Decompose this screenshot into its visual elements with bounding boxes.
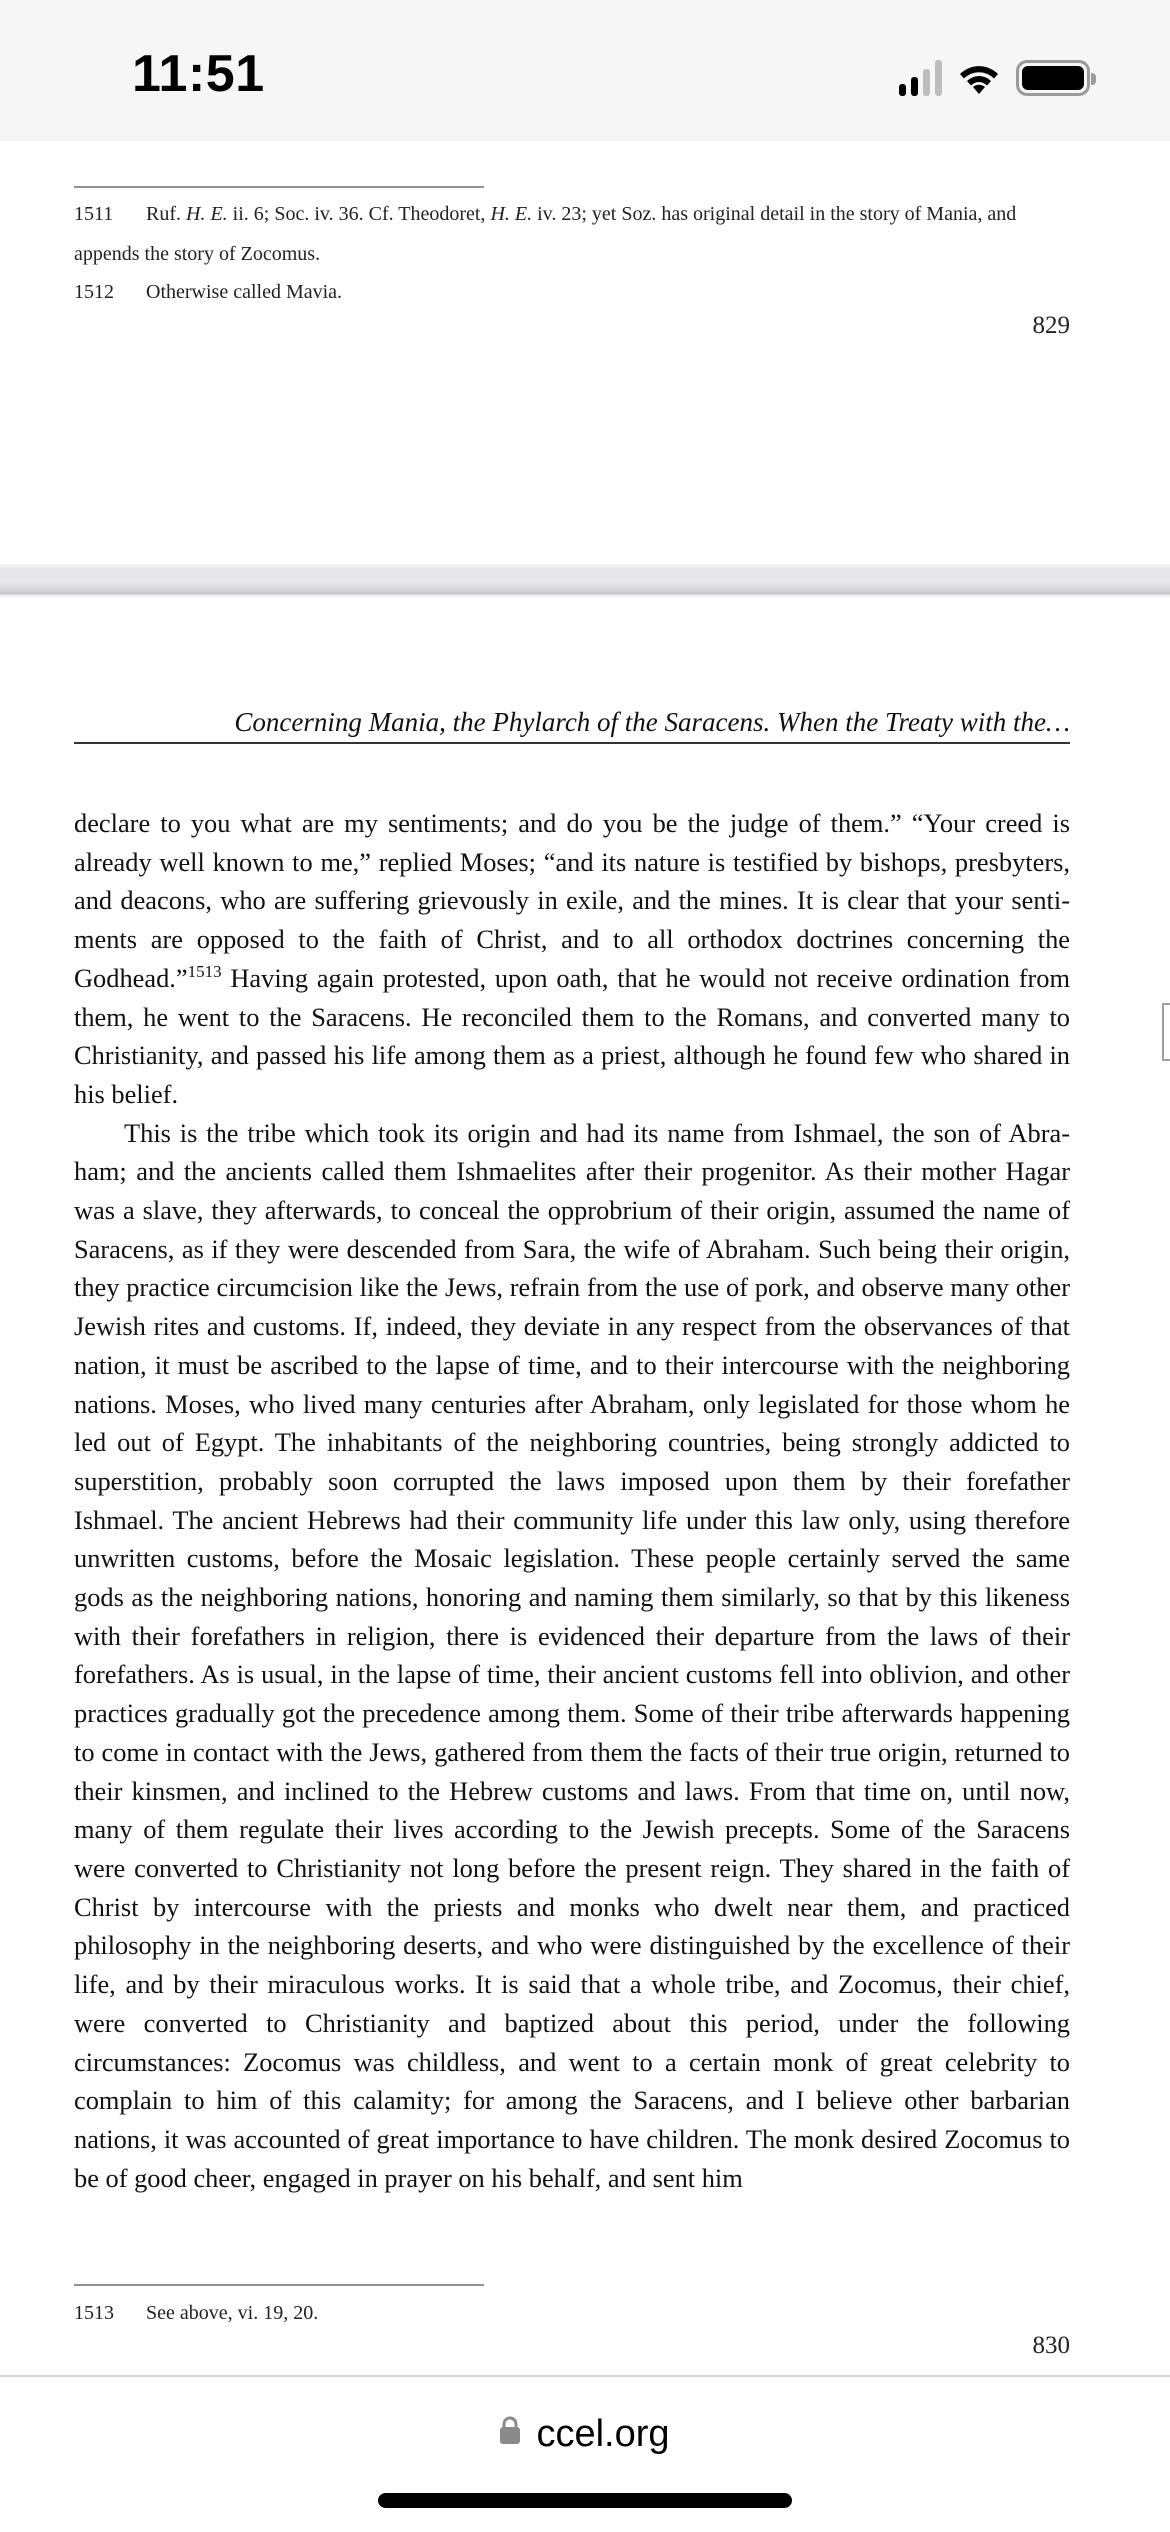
footnote-1512 xyxy=(74,272,1070,312)
edge-tab-handle[interactable] xyxy=(1162,1003,1170,1061)
header-rule xyxy=(74,742,1070,744)
body-text xyxy=(74,804,1070,2197)
paragraph: declare to you what are my sentiments; and do you be the judge of them.” “Your creed is already well known to me,” replied Moses; “and its nature is testified by bishops, presbyters, and deacons, who are suffering grievously in exile, and the mines. It is clear that your sentiments are opposed to the faith of Christ, and to all orthodox doctrines concerning the Godhead.”$^{1513}$ Having again protested, upon oath, that he would not receive ordination from them, he went to the Saracens. He reconciled them to the Romans, and converted many to Christianity, and passed his life among them as a priest, although he found few who shared in his belief. xyxy=(74,808,1070,1109)
footnote-separator xyxy=(74,2284,484,2286)
wifi-icon xyxy=(956,60,1002,96)
battery-icon xyxy=(1016,60,1090,96)
cellular-signal-icon xyxy=(899,60,942,96)
status-icons xyxy=(899,58,1090,98)
footnote-1511 xyxy=(74,194,1070,274)
lock-icon xyxy=(500,2411,520,2454)
page-number: 829 xyxy=(1032,312,1070,339)
paragraph: This is the tribe which took its origin and had its name from Ishmael, the son of Abraham; and the ancients called them Ishmaelites after their progenitor. As their mother Hagar was a slave, they afterwards, to conceal the opprobrium of their origin, assumed the name of Saracens, as if they were descended from Sara, the wife of Abraham. Such being their origin, they practice circumcision like the Jews, refrain from the use of pork, and observe many other Jewish rites and customs. If, indeed, they deviate in any respect from the observances of that nation, it must be ascribed to the lapse of time, and to their intercourse with the neighboring nations. Moses, who lived many centuries after Abraham, only legislated for those whom he led out of Egypt. The inhabitants of the neighboring countries, being strongly addicted to superstition, probably soon corrupted the laws imposed upon them by their forefather Ishmael. The ancient Hebrews had their community life under this law only, using therefore unwritten customs, before the Mosaic legislation. These people certainly served the same gods as the neighboring nations, honoring and naming them similarly, so that by this likeness with their forefathers in religion, there is evidenced their departure from the laws of their forefathers. As is usual, in the lapse of time, their ancient customs fell into oblivion, and other practices gradually got the precedence among them. Some of their tribe afterwards happening to come in contact with the Jews, gathered from them the facts of their true origin, returned to their kinsmen, and inclined to the Hebrew customs and laws. From that time on, until now, many of them regulate their lives according to the Jewish precepts. Some of the Saracens were converted to Christianity not long before the present reign. They shared in the faith of Christ by intercourse with the priests and monks who dwelt near them, and practiced philosophy in the neighboring deserts, and who were distinguished by the excellence of their life, and by their miraculous works. It is said that a whole tribe, and Zocomus, their chief, were converted to Christianity and baptized about this period, under the following circumstances: Zocomus was childless, and went to a certain monk of great celebrity to complain to him of this calamity; for among the Saracens, and I believe other barbarian nations, it was accounted of great importance to have children. The monk desired Zocomus to be of good cheer, engaged in prayer on his behalf, and sent him xyxy=(74,1117,1070,2193)
page-number: 830 xyxy=(1032,2332,1070,2359)
running-header: Concerning Mania, the Phylarch of the Saracens. When the Treaty with the… xyxy=(234,707,1070,737)
page-separator xyxy=(0,564,1170,597)
footnote-number: 1513 xyxy=(74,2302,114,2324)
url-display[interactable] xyxy=(0,2413,1170,2457)
footnote-1513 xyxy=(74,2293,1070,2333)
url-bar[interactable] xyxy=(0,2377,1170,2532)
home-indicator[interactable] xyxy=(378,2493,792,2508)
status-bar xyxy=(0,0,1170,141)
status-time: 11:51 xyxy=(132,45,265,103)
footnote-separator xyxy=(74,186,484,188)
footnote-number: 1512 xyxy=(74,281,114,303)
footnote-ref-1513[interactable]: 1513 xyxy=(187,961,222,981)
footnote-number: 1511 xyxy=(74,203,114,225)
footnote-text: See above, vi. 19, 20. xyxy=(146,2302,319,2324)
footnote-text: Ruf. H. E. ii. 6; Soc. iv. 36. Cf. Theodoret, H. E. iv. 23; yet Soz. has original detail in the story of Mania, and appends the story of Zocomus. xyxy=(74,203,1017,265)
footnote-text: Otherwise called Mavia. xyxy=(146,281,343,303)
url-text: ccel.org xyxy=(536,2413,670,2455)
